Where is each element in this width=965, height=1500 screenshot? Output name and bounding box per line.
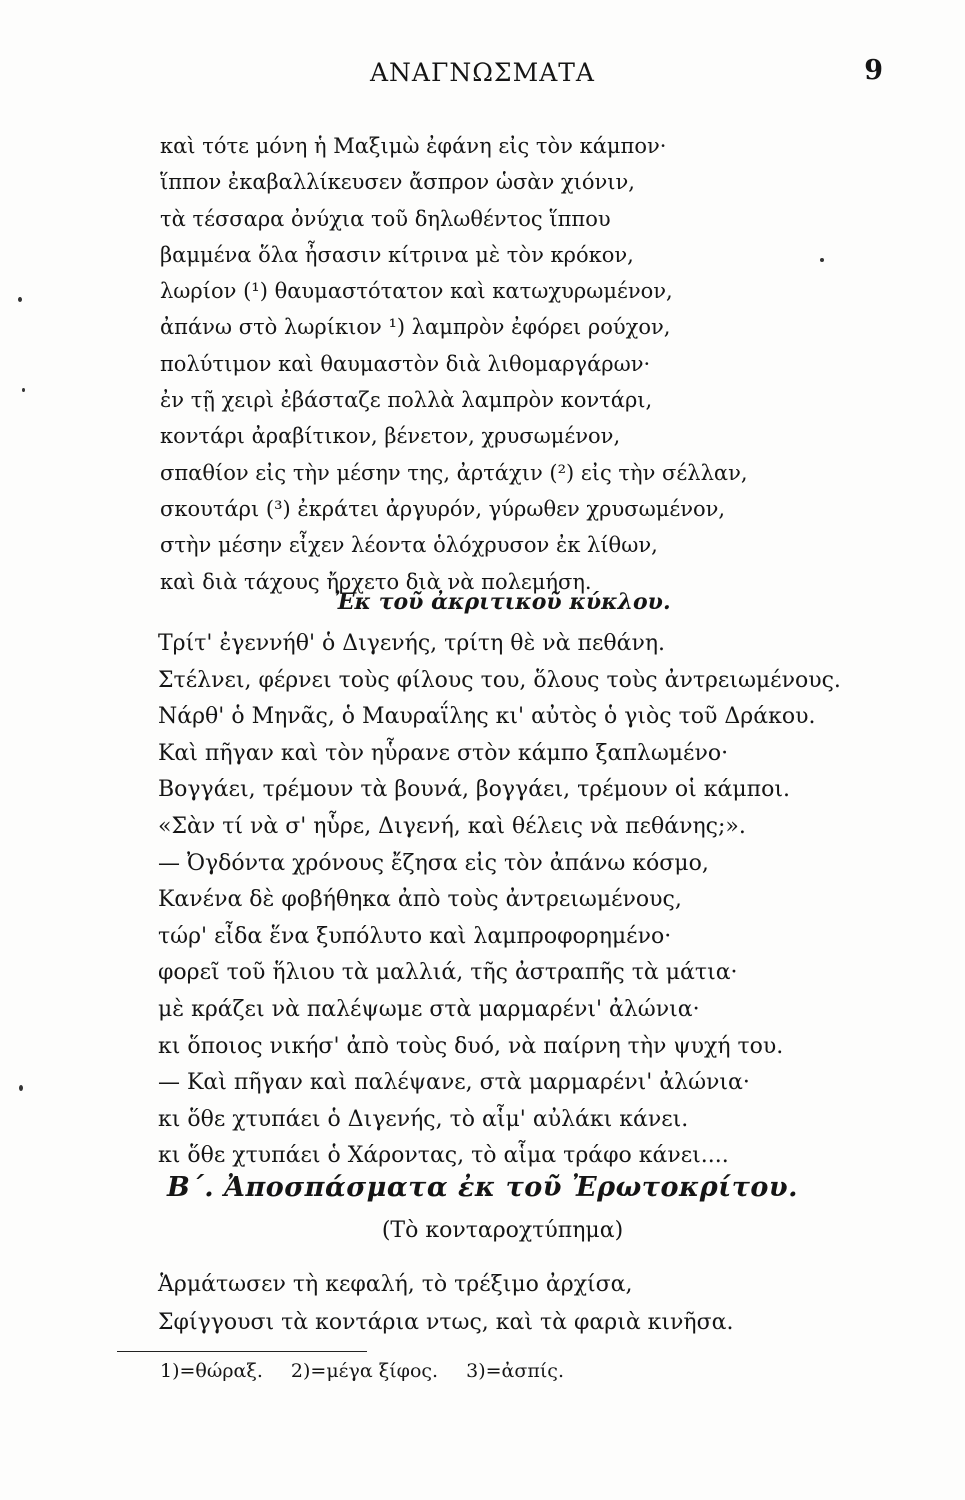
section-b-caption: (Τὸ κονταροχτύπημα) — [381, 1218, 624, 1243]
verse-line: σπαθίον εἰς τὴν μέσην της, ἀρτάχιν (²) εἰς τὴν σέλλαν, — [160, 460, 748, 485]
verse-line: τώρ' εἶδα ἕνα ξυπόλυτο καὶ λαμπροφορημένο· — [158, 923, 672, 949]
verse-line: Νάρθ' ὁ Μηνᾶς, ὁ Μαυραΐλης κι' αὐτὸς ὁ γιὸς τοῦ Δράκου. — [158, 704, 816, 730]
verse-line: μὲ κράζει νὰ παλέψωμε στὰ μαρμαρένι' ἀλώνια· — [158, 996, 700, 1022]
verse-line: Καὶ πῆγαν καὶ τὸν ηὗρανε στὸν κάμπο ξαπλωμένο· — [158, 740, 729, 766]
verse-line: κι ὅποιος νικήσ' ἀπὸ τοὺς δυό, νὰ παίρνη τὴν ψυχή του. — [158, 1033, 784, 1059]
akritic-cycle-subtitle: Ἐκ τοῦ ἀκριτικοῦ κύκλου. — [334, 589, 671, 615]
page-number: 9 — [864, 55, 883, 86]
footnote-3: 3)=ἀσπίς. — [466, 1360, 564, 1382]
verse-line: ἀπάνω στὸ λωρίκιον ¹) λαμπρὸν ἐφόρει ρούχον, — [160, 315, 671, 340]
verse-line: καὶ διὰ τάχους ἤρχετο διὰ νὰ πολεμήση. — [160, 569, 592, 594]
verse-line: λωρίον (¹) θαυμαστότατον καὶ κατωχυρωμένον, — [160, 279, 673, 304]
verse-block-digenis — [158, 626, 878, 1175]
verse-block-erotokritos-maximo — [160, 128, 860, 600]
verse-line: «Σὰν τί νὰ σ' ηὗρε, Διγενή, καὶ θέλεις νὰ πεθάνης;». — [158, 813, 746, 839]
verse-line: κοντάρι ἀραβίτικον, βένετον, χρυσωμένον, — [160, 424, 621, 449]
verse-line: κι ὅθε χτυπάει ὁ Διγενής, τὸ αἷμ' αὐλάκι κάνει. — [158, 1106, 689, 1132]
verse-line: ἐν τῇ χειρὶ ἐβάσταζε πολλὰ λαμπρὸν κοντάρι, — [160, 388, 653, 413]
footnote-1: 1)=θώραξ. — [160, 1360, 263, 1382]
print-speck — [820, 258, 824, 262]
verse-line: φορεῖ τοῦ ἥλιου τὰ μαλλιά, τῆς ἀστραπῆς τὰ μάτια· — [158, 960, 738, 986]
print-speck — [22, 388, 25, 392]
verse-line: κι ὅθε χτυπάει ὁ Χάροντας, τὸ αἷμα τράφο κάνει.... — [158, 1143, 729, 1169]
verse-line: Σφίγγουσι τὰ κοντάρια ντως, καὶ τὰ φαριὰ κινῆσα. — [158, 1310, 734, 1335]
verse-line: — Καὶ πῆγαν καὶ παλέψανε, στὰ μαρμαρένι' ἀλώνια· — [158, 1070, 750, 1096]
verse-line: Βογγάει, τρέμουν τὰ βουνά, βογγάει, τρέμουν οἱ κάμποι. — [158, 777, 790, 803]
footnote-rule — [117, 1351, 367, 1352]
footnotes — [160, 1360, 586, 1382]
verse-line: σκουτάρι (³) ἐκράτει ἀργυρόν, γύρωθεν χρυσωμένον, — [160, 496, 726, 521]
running-head: ΑΝΑΓΝΩΣΜΑΤΑ — [370, 58, 595, 87]
verse-block-kontarochtypima — [158, 1266, 878, 1342]
verse-line: Στέλνει, φέρνει τοὺς φίλους του, ὅλους τοὺς ἀντρειωμένους. — [158, 667, 841, 693]
verse-line: βαμμένα ὅλα ἦσασιν κίτρινα μὲ τὸν κρόκον, — [160, 242, 634, 267]
verse-line: καὶ τότε μόνη ἡ Μαξιμὼ ἐφάνη εἰς τὸν κάμπον· — [160, 134, 667, 158]
verse-line: ἵππον ἐκαβαλλίκευσεν ἄσπρον ὡσὰν χιόνιν, — [160, 170, 635, 195]
verse-line: Ἁρμάτωσεν τὴ κεφαλή, τὸ τρέξιμο ἀρχίσα, — [158, 1272, 633, 1297]
verse-line: πολύτιμον καὶ θαυμαστὸν διὰ λιθομαργάρων· — [160, 351, 651, 376]
section-b-heading: Β΄. Ἀποσπάσματα ἐκ τοῦ Ἐρωτοκρίτου. — [166, 1172, 799, 1203]
footnote-2: 2)=μέγα ξίφος. — [290, 1360, 439, 1382]
verse-line: Κανένα δὲ φοβήθηκα ἀπὸ τοὺς ἀντρειωμένους, — [158, 887, 682, 913]
print-speck — [18, 297, 22, 302]
verse-line: — Ὀγδόντα χρόνους ἔζησα εἰς τὸν ἀπάνω κόσμο, — [158, 850, 709, 876]
verse-line: τὰ τέσσαρα ὀνύχια τοῦ δηλωθέντος ἵππου — [160, 206, 611, 231]
print-speck — [19, 1085, 23, 1091]
verse-line: Τρίτ' ἐγεννήθ' ὁ Διγενής, τρίτη θὲ νὰ πεθάνη. — [158, 631, 666, 656]
verse-line: στὴν μέσην εἶχεν λέοντα ὁλόχρυσον ἐκ λίθων, — [160, 533, 658, 558]
